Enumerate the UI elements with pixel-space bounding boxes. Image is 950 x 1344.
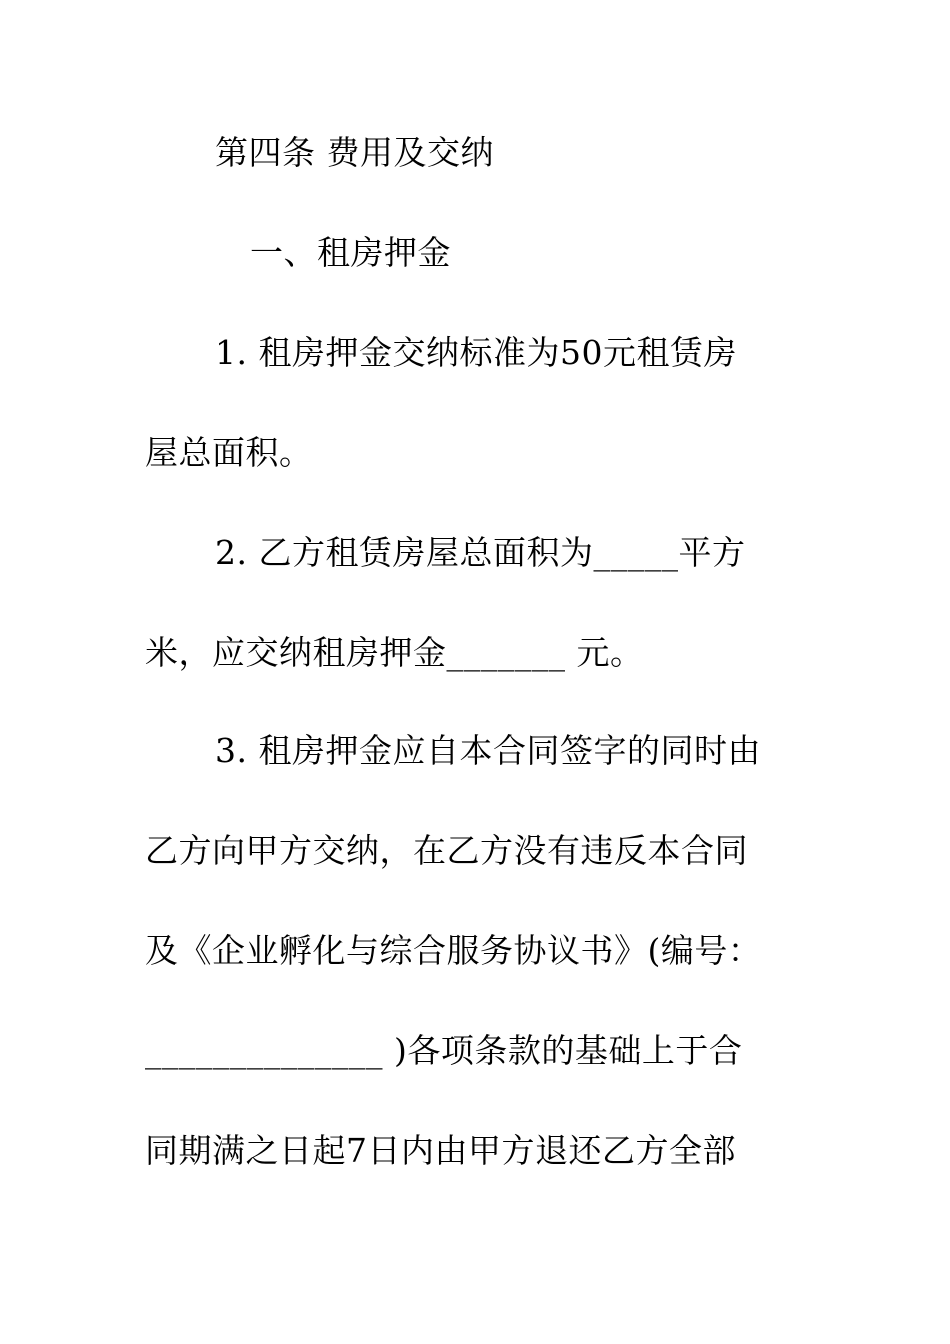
paragraph-line-7: 及《企业孵化与综合服务协议书》(编号：	[145, 931, 762, 970]
paragraph-line-4: 米，应交纳租房押金_______ 元。	[145, 633, 644, 672]
section-title: 一、租房押金	[250, 233, 451, 272]
paragraph-line-1: 1. 租房押金交纳标准为50元租赁房	[215, 333, 737, 372]
paragraph-line-5: 3. 租房押金应自本合同签字的同时由	[215, 731, 761, 770]
article-title: 第四条 费用及交纳	[215, 133, 494, 172]
paragraph-line-6: 乙方向甲方交纳，在乙方没有违反本合同	[145, 831, 748, 870]
paragraph-line-3: 2. 乙方租赁房屋总面积为_____平方	[215, 533, 746, 572]
paragraph-line-8: ______________ )各项条款的基础上于合	[145, 1031, 743, 1070]
paragraph-line-9: 同期满之日起7日内由甲方退还乙方全部	[145, 1131, 736, 1170]
paragraph-line-2: 屋总面积。	[145, 433, 313, 472]
